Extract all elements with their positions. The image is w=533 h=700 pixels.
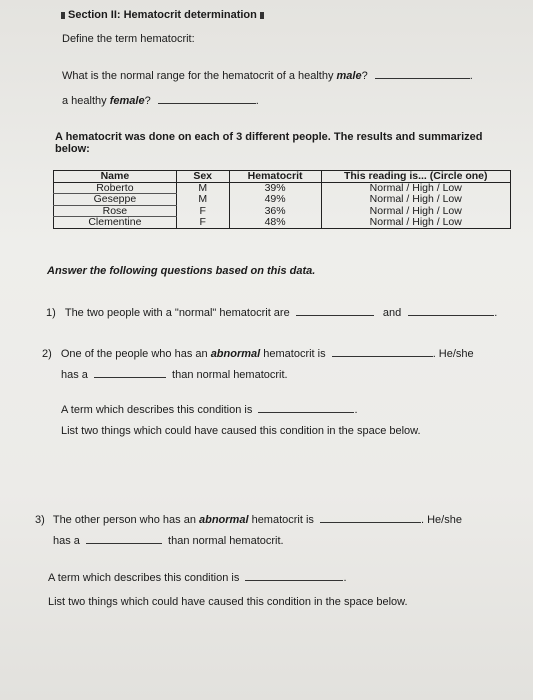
female-range-question: a healthy female? . [62, 95, 259, 107]
bullet-icon [260, 12, 264, 19]
cell-sex: F [176, 217, 229, 229]
question-3-line-2: has a than normal hematocrit. [53, 535, 284, 547]
q1-number: 1) [46, 307, 56, 319]
intro-line-2: below: [55, 143, 90, 155]
q1-blank-2[interactable] [408, 306, 494, 316]
table-row [54, 182, 511, 194]
q2-term-line: A term which describes this condition is . [61, 404, 358, 416]
cell-sex: F [176, 205, 229, 217]
cell-reading-choice[interactable]: Normal / High / Low [321, 205, 510, 217]
table-row [54, 205, 511, 217]
q3-list-instruction: List two things which could have caused this condition in the space below. [48, 596, 408, 608]
q2-number: 2) [42, 348, 52, 360]
q3-number: 3) [35, 514, 45, 526]
q3-term-line: A term which describes this condition is . [48, 572, 347, 584]
q3-comparison-blank[interactable] [86, 534, 162, 544]
question-1: 1) The two people with a "normal" hematocrit are and . [46, 307, 498, 319]
cell-sex: M [176, 182, 229, 194]
q3-person-blank[interactable] [320, 513, 421, 523]
cell-reading-choice[interactable]: Normal / High / Low [321, 182, 510, 194]
cell-name: Clementine [54, 217, 177, 229]
define-prompt: Define the term hematocrit: [62, 33, 195, 45]
cell-sex: M [176, 194, 229, 206]
q3-term-blank[interactable] [245, 571, 343, 581]
cell-reading-choice[interactable]: Normal / High / Low [321, 217, 510, 229]
question-2-line-1: 2) One of the people who has an abnormal hematocrit is . He/she [42, 348, 474, 360]
cell-name: Rose [54, 205, 177, 217]
cell-hematocrit: 39% [229, 182, 321, 194]
header-reading: This reading is... (Circle one) [321, 171, 510, 183]
section-title: Section II: Hematocrit determination [58, 9, 267, 21]
male-range-question: What is the normal range for the hematocrit of a healthy male? . [62, 70, 473, 82]
header-name: Name [54, 171, 177, 183]
q2-term-blank[interactable] [258, 403, 354, 413]
q2-person-blank[interactable] [332, 347, 433, 357]
question-2-line-2: has a than normal hematocrit. [61, 369, 288, 381]
header-sex: Sex [176, 171, 229, 183]
q2-list-instruction: List two things which could have caused this condition in the space below. [61, 425, 421, 437]
bullet-icon [61, 12, 65, 19]
table-row [54, 194, 511, 206]
female-range-blank[interactable] [158, 94, 256, 104]
table-header-row [54, 171, 511, 183]
hematocrit-results-table [53, 170, 511, 229]
intro-line-1: A hematocrit was done on each of 3 different people. The results and summarized [55, 131, 483, 143]
cell-hematocrit: 48% [229, 217, 321, 229]
table-row [54, 217, 511, 229]
answer-heading: Answer the following questions based on this data. [47, 265, 316, 277]
question-3-line-1: 3) The other person who has an abnormal hematocrit is . He/she [35, 514, 462, 526]
q2-comparison-blank[interactable] [94, 368, 166, 378]
cell-hematocrit: 36% [229, 205, 321, 217]
header-hematocrit: Hematocrit [229, 171, 321, 183]
cell-reading-choice[interactable]: Normal / High / Low [321, 194, 510, 206]
cell-name: Roberto [54, 182, 177, 194]
cell-name: Geseppe [54, 194, 177, 206]
male-range-blank[interactable] [375, 69, 470, 79]
q1-blank-1[interactable] [296, 306, 374, 316]
cell-hematocrit: 49% [229, 194, 321, 206]
